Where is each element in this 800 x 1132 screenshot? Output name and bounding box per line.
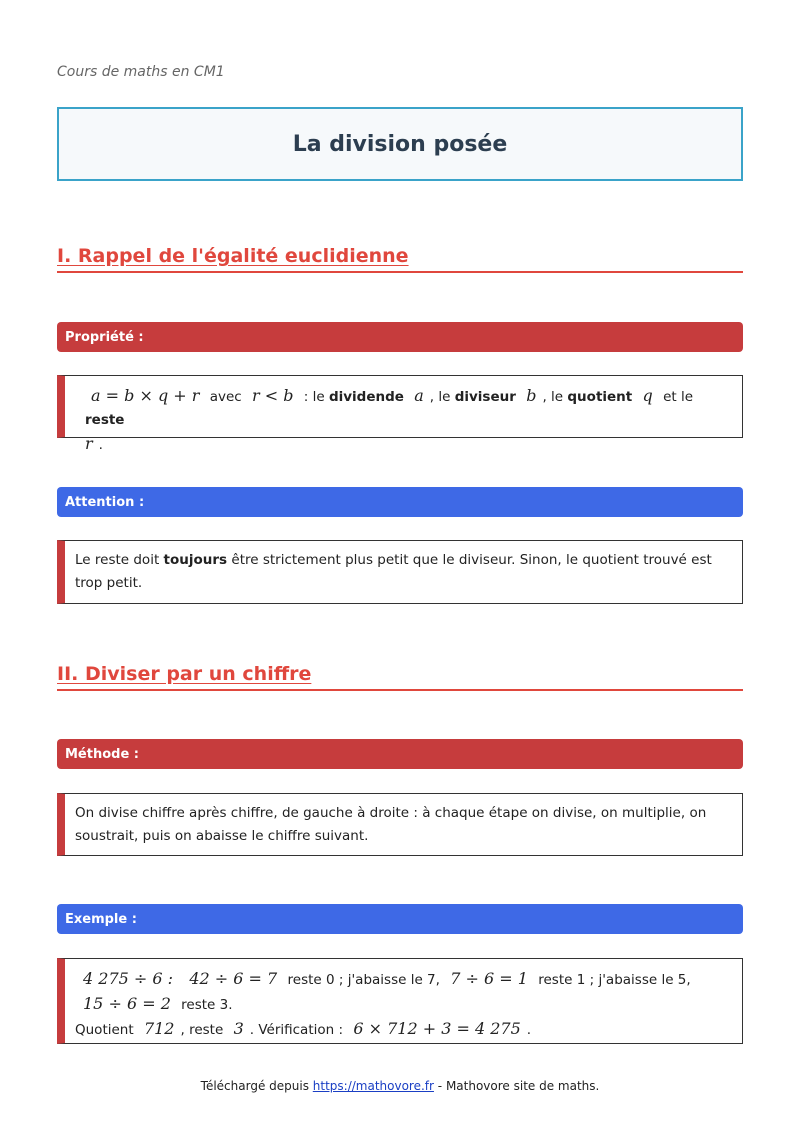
ex-t5: , reste: [180, 1022, 224, 1038]
text-t4: et le: [663, 389, 694, 405]
var-r: r: [85, 434, 93, 453]
attention-label: Attention :: [57, 487, 743, 517]
text-avec: avec: [209, 389, 242, 405]
ex-m5: 712: [143, 1019, 175, 1038]
course-subtitle: Cours de maths en CM1: [57, 64, 225, 80]
var-q: q: [642, 386, 653, 405]
footer-link[interactable]: https://mathovore.fr: [312, 1079, 434, 1093]
term-dividende: dividende: [328, 389, 404, 405]
term-reste: reste: [85, 412, 125, 428]
section-heading-2: [57, 663, 743, 691]
section-heading-1: [57, 245, 743, 273]
term-quotient: quotient: [567, 389, 633, 405]
methode-text: On divise chiffre après chiffre, de gauche à droite : à chaque étape on divise, on multiplie, on soustrait, puis on abaisse le chiffre suivant.: [75, 805, 707, 844]
text-t2: , le: [429, 389, 451, 405]
var-a: a: [414, 386, 424, 405]
exemple-label: Exemple :: [57, 904, 743, 934]
methode-label: Méthode :: [57, 739, 743, 769]
footer: [0, 1079, 800, 1093]
ex-m7: 6 × 712 + 3 = 4 275: [353, 1019, 521, 1038]
text-t3: , le: [542, 389, 564, 405]
title-box: [57, 107, 743, 181]
text-t1: : le: [303, 389, 325, 405]
euclid-formula: a = b × q + r: [91, 386, 200, 405]
ex-m6: 3: [233, 1019, 244, 1038]
attention-text-post: être strictement plus petit que le diviseur. Sinon, le quotient trouvé est trop petit.: [75, 552, 712, 591]
ex-t6: . Vérification :: [249, 1022, 344, 1038]
exemple-box: [57, 958, 743, 1044]
ex-t2: reste 1 ; j'abaisse le 5,: [538, 972, 691, 988]
attention-strong: toujours: [163, 552, 228, 568]
ex-m2: 42 ÷ 6 = 7: [189, 969, 278, 988]
term-diviseur: diviseur: [454, 389, 516, 405]
ex-t1: reste 0 ; j'abaisse le 7,: [287, 972, 440, 988]
propriete-box: [57, 375, 743, 453]
var-b: b: [526, 386, 537, 405]
section-title-2: II. Diviser par un chiffre: [57, 663, 312, 685]
text-end: .: [98, 437, 103, 453]
footer-post: - Mathovore site de maths.: [437, 1079, 600, 1093]
ex-m3: 7 ÷ 6 = 1: [450, 969, 528, 988]
ex-t7: .: [526, 1022, 532, 1038]
ex-m1: 4 275 ÷ 6 :: [83, 969, 174, 988]
section-title-1: I. Rappel de l'égalité euclidienne: [57, 245, 409, 267]
page-title: La division posée: [292, 131, 508, 157]
ex-m4: 15 ÷ 6 = 2: [83, 994, 171, 1013]
ex-t4: Quotient: [75, 1022, 134, 1038]
attention-box: [57, 540, 743, 604]
remainder-condition: r < b: [252, 386, 294, 405]
attention-text-pre: Le reste doit: [75, 552, 160, 568]
ex-t3: reste 3.: [181, 997, 233, 1013]
propriete-label: Propriété :: [57, 322, 743, 352]
methode-box: [57, 793, 743, 856]
footer-pre: Téléchargé depuis: [200, 1079, 309, 1093]
